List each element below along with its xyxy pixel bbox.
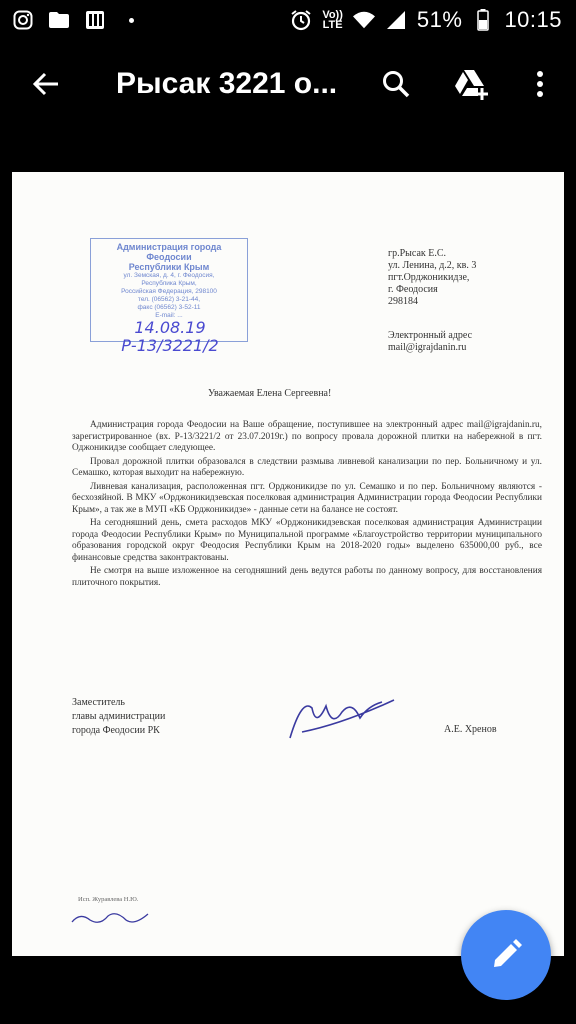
signatory-title: Заместитель главы администрации города Феодосии РК	[72, 697, 166, 736]
back-button[interactable]	[24, 62, 68, 106]
volte-indicator: Vo)) LTE	[322, 9, 343, 31]
greeting: Уважаемая Елена Сергеевна!	[208, 388, 332, 399]
letter-body	[72, 420, 542, 591]
edit-pencil-icon	[490, 939, 522, 971]
add-to-drive-button[interactable]	[450, 62, 494, 106]
instagram-icon	[12, 9, 34, 31]
search-button[interactable]	[374, 62, 418, 106]
folder-icon	[48, 9, 70, 31]
wifi-icon	[353, 9, 375, 31]
battery-icon	[472, 9, 494, 31]
registration-number: 14.08.19 Р-13/3221/2	[121, 318, 219, 355]
drive-add-icon	[454, 68, 490, 100]
paragraph: На сегодняшний день, смета расходов МКУ «Орджоникидзевская поселковая администрация Администрации города Феодосии Республики Крым» по Муниципальной программе «Благоустройство территории муниципального образования городской округ Феодосия Республики Крым на 2018-2020 годы» выделено 635000,00 руб., все финансовые средства законтрактованы.	[72, 518, 542, 563]
app-bar	[0, 40, 576, 128]
clock-time: 10:15	[504, 7, 562, 32]
registration-stamp: Администрация города Феодосии Республики Крым ул. Земская, д. 4, г. Феодосия, Республика Крым, Российская Федерация, 298100 тел. (06562) 3-21-44, факс (06562) 3-52-11 E-mail: ... 14.08.19 Р-13/3221/2	[90, 238, 248, 342]
alarm-icon	[290, 9, 312, 31]
document-title: Рысак 3221 о...	[116, 67, 338, 100]
status-bar	[0, 0, 576, 40]
signal-icon	[385, 9, 407, 31]
paragraph: Ливневая канализация, расположенная пгт. Орджоникидзе по ул. Семашко и по пер. Больничному являются - бесхозяйной. В МКУ «Орджоникидзевская поселковая администрация Администрации города Феодосии Республики Крым», а так же в МУП «КБ Орджоникидзе» - данные сети на балансе не состоят.	[72, 481, 542, 515]
back-arrow-icon	[32, 70, 60, 98]
search-icon	[381, 69, 411, 99]
signatory-name: А.Е. Хренов	[444, 724, 497, 735]
paragraph: Провал дорожной плитки образовался в следствии размыва ливневой канализации по пер. Больничному и ул. Семашко, которая выходит на набережную.	[72, 456, 542, 478]
paragraph: Администрация города Феодосии на Ваше обращение, поступившее на электронный адрес mail@igrajdanin.ru, зарегистрированное (вх. Р-13/3221/2 от 23.07.2019г.) по вопросу провала дорожной плитки на набережной в пгт. Оджоникидзе сообщает следующее.	[72, 420, 542, 453]
notification-dot-icon	[120, 9, 142, 31]
handwritten-signature	[282, 688, 402, 748]
image-gallery-icon	[84, 9, 106, 31]
document-page[interactable]	[12, 172, 564, 956]
edit-fab-button[interactable]	[461, 910, 551, 1000]
more-vert-icon	[536, 70, 544, 98]
more-options-button[interactable]	[518, 62, 562, 106]
paragraph: Не смотря на выше изложенное на сегодняшний день ведутся работы по данному вопросу, для восстановления плиточного покрытия.	[72, 566, 542, 588]
battery-percent: 51%	[416, 7, 463, 32]
executor-signature	[70, 906, 150, 930]
executor-note: Исп. Журавлева Н.Ю.	[78, 896, 139, 903]
recipient-address: гр.Рысак Е.С. ул. Ленина, д.2, кв. 3 пгт.Орджоникидзе, г. Феодосия 298184 Электронный адрес mail@igrajdanin.ru	[388, 248, 477, 353]
